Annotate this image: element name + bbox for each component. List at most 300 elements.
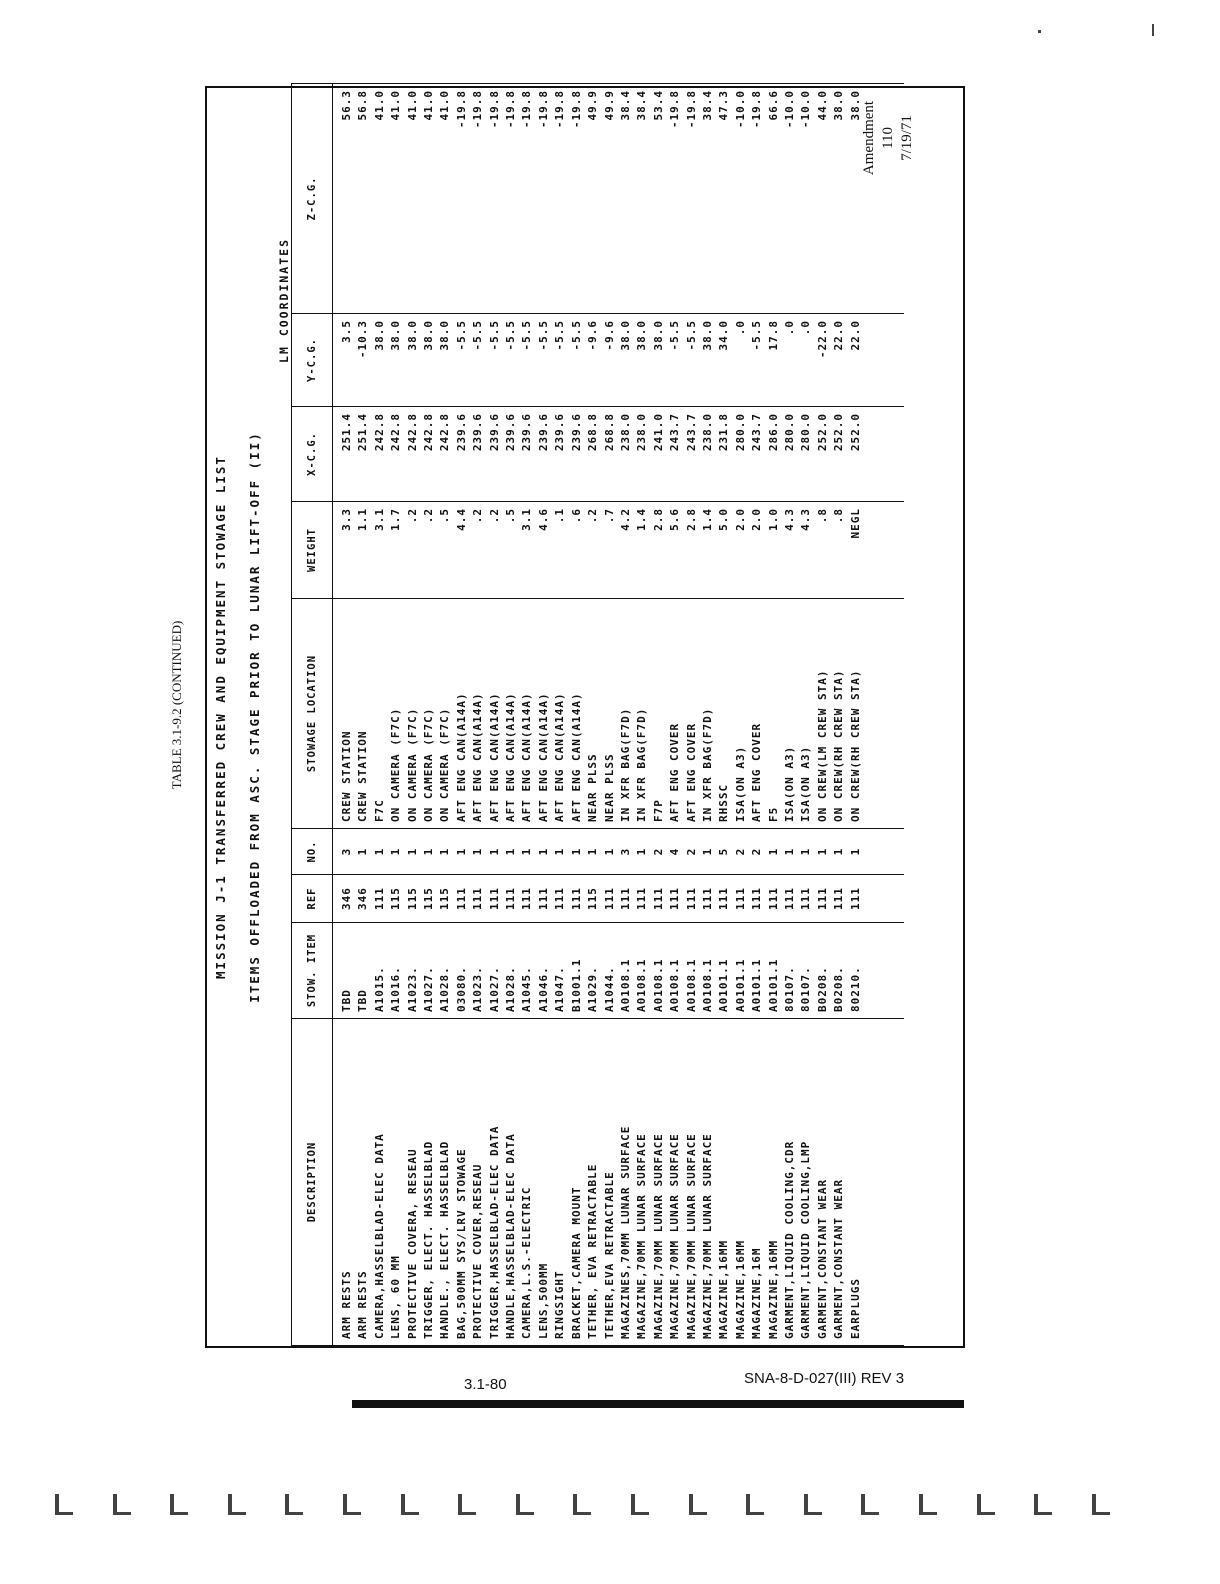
cell-no: 1 bbox=[437, 829, 453, 875]
cell-ref: 111 bbox=[536, 875, 552, 923]
cell-z-cg: 49.9 bbox=[585, 84, 601, 314]
cell-z-cg: 49.9 bbox=[602, 84, 618, 314]
cell-weight: .2 bbox=[421, 502, 437, 599]
cell-stow-item: A1029. bbox=[585, 923, 601, 1019]
filler-cell bbox=[864, 599, 904, 829]
cell-x-cg: 268.8 bbox=[585, 407, 601, 502]
cell-stow-item: A1015. bbox=[372, 923, 388, 1019]
table-row bbox=[651, 84, 667, 1346]
scan-tab-mark bbox=[631, 1494, 649, 1515]
cell-z-cg: -10.0 bbox=[733, 84, 749, 314]
cell-stow-item: A1028. bbox=[503, 923, 519, 1019]
table-row bbox=[831, 84, 847, 1346]
cell-z-cg: -19.8 bbox=[454, 84, 470, 314]
table-row bbox=[602, 84, 618, 1346]
table-row bbox=[766, 84, 782, 1346]
header-z-cg: Z-C.G. bbox=[292, 84, 333, 314]
cell-location: IN XFR BAG(F7D) bbox=[700, 599, 716, 829]
cell-description: GARMENT,CONSTANT WEAR bbox=[831, 1019, 847, 1346]
cell-stow-item: A0108.1 bbox=[667, 923, 683, 1019]
cell-y-cg: -5.5 bbox=[569, 314, 585, 407]
cell-ref: 111 bbox=[815, 875, 831, 923]
cell-no: 1 bbox=[831, 829, 847, 875]
cell-stow-item: A1023. bbox=[405, 923, 421, 1019]
cell-ref: 115 bbox=[405, 875, 421, 923]
table-row bbox=[454, 84, 470, 1346]
cell-stow-item: 80107. bbox=[782, 923, 798, 1019]
cell-y-cg: -5.5 bbox=[503, 314, 519, 407]
cell-ref: 111 bbox=[454, 875, 470, 923]
cell-stow-item: TBD bbox=[333, 923, 356, 1019]
cell-x-cg: 242.8 bbox=[388, 407, 404, 502]
cell-weight: 2.0 bbox=[749, 502, 765, 599]
amendment-date: 7/19/71 bbox=[899, 115, 915, 161]
cell-stow-item: A0101.1 bbox=[749, 923, 765, 1019]
cell-x-cg: 243.7 bbox=[749, 407, 765, 502]
cell-x-cg: 239.6 bbox=[552, 407, 568, 502]
cell-x-cg: 242.8 bbox=[405, 407, 421, 502]
cell-ref: 115 bbox=[585, 875, 601, 923]
cell-y-cg: 38.0 bbox=[372, 314, 388, 407]
cell-weight: 4.3 bbox=[782, 502, 798, 599]
cell-z-cg: 41.0 bbox=[405, 84, 421, 314]
header-no: NO. bbox=[292, 829, 333, 875]
scan-tab-mark bbox=[1092, 1494, 1110, 1515]
cell-z-cg: 38.4 bbox=[700, 84, 716, 314]
cell-location: ISA(ON A3) bbox=[782, 599, 798, 829]
cell-stow-item: A1044. bbox=[602, 923, 618, 1019]
cell-z-cg: 41.0 bbox=[421, 84, 437, 314]
cell-x-cg: 238.0 bbox=[634, 407, 650, 502]
scan-tab-mark bbox=[1034, 1494, 1052, 1515]
cell-z-cg: -19.8 bbox=[503, 84, 519, 314]
cell-weight: .6 bbox=[569, 502, 585, 599]
cell-weight: .8 bbox=[831, 502, 847, 599]
cell-location: AFT ENG CAN(A14A) bbox=[536, 599, 552, 829]
table-filler-row bbox=[864, 84, 904, 1346]
table-row bbox=[749, 84, 765, 1346]
table-caption bbox=[166, 580, 188, 830]
cell-stow-item: A0108.1 bbox=[651, 923, 667, 1019]
cell-z-cg: 53.4 bbox=[651, 84, 667, 314]
cell-ref: 111 bbox=[782, 875, 798, 923]
cell-z-cg: -19.8 bbox=[749, 84, 765, 314]
footer-rule bbox=[352, 1400, 964, 1408]
cell-y-cg: 38.0 bbox=[388, 314, 404, 407]
cell-weight: .2 bbox=[585, 502, 601, 599]
cell-z-cg: -19.8 bbox=[552, 84, 568, 314]
cell-location: NEAR PLSS bbox=[585, 599, 601, 829]
cell-weight: 3.3 bbox=[333, 502, 356, 599]
cell-y-cg: -5.5 bbox=[487, 314, 503, 407]
cell-weight: .2 bbox=[405, 502, 421, 599]
cell-weight: 4.6 bbox=[536, 502, 552, 599]
scan-mark-tick bbox=[1038, 30, 1041, 33]
cell-y-cg: 22.0 bbox=[831, 314, 847, 407]
cell-x-cg: 239.6 bbox=[454, 407, 470, 502]
cell-no: 1 bbox=[569, 829, 585, 875]
cell-description: LENS, 60 MM bbox=[388, 1019, 404, 1346]
cell-x-cg: 286.0 bbox=[766, 407, 782, 502]
cell-location: ISA(ON A3) bbox=[733, 599, 749, 829]
cell-ref: 111 bbox=[684, 875, 700, 923]
scan-tab-mark bbox=[285, 1494, 303, 1515]
table-row bbox=[585, 84, 601, 1346]
cell-no: 1 bbox=[536, 829, 552, 875]
cell-ref: 111 bbox=[552, 875, 568, 923]
filler-cell bbox=[864, 407, 904, 502]
scan-tab-mark bbox=[458, 1494, 476, 1515]
cell-description: TETHER,EVA RETRACTABLE bbox=[602, 1019, 618, 1346]
cell-weight: .7 bbox=[602, 502, 618, 599]
cell-stow-item: A1045. bbox=[519, 923, 535, 1019]
cell-ref: 111 bbox=[848, 875, 864, 923]
cell-x-cg: 252.0 bbox=[831, 407, 847, 502]
cell-no: 3 bbox=[333, 829, 356, 875]
cell-description: ARM RESTS bbox=[355, 1019, 371, 1346]
cell-y-cg: -5.5 bbox=[519, 314, 535, 407]
cell-ref: 111 bbox=[798, 875, 814, 923]
filler-cell bbox=[864, 829, 904, 875]
cell-location: ISA(ON A3) bbox=[798, 599, 814, 829]
cell-weight: 1.0 bbox=[766, 502, 782, 599]
cell-stow-item: A0101.1 bbox=[716, 923, 732, 1019]
cell-y-cg: 17.8 bbox=[766, 314, 782, 407]
table-header-block bbox=[207, 88, 291, 1346]
scan-tab-mark bbox=[228, 1494, 246, 1515]
cell-no: 1 bbox=[782, 829, 798, 875]
cell-location: IN XFR BAG(F7D) bbox=[618, 599, 634, 829]
cell-description: PROTECTIVE COVERA, RESEAU bbox=[405, 1019, 421, 1346]
table-header-row bbox=[292, 84, 333, 1346]
cell-location: AFT ENG CAN(A14A) bbox=[487, 599, 503, 829]
cell-no: 1 bbox=[798, 829, 814, 875]
cell-y-cg: -5.5 bbox=[749, 314, 765, 407]
cell-ref: 111 bbox=[470, 875, 486, 923]
cell-ref: 346 bbox=[355, 875, 371, 923]
cell-y-cg: -5.5 bbox=[667, 314, 683, 407]
cell-description: MAGAZINE,16M bbox=[749, 1019, 765, 1346]
cell-x-cg: 280.0 bbox=[798, 407, 814, 502]
cell-ref: 111 bbox=[618, 875, 634, 923]
cell-y-cg: -9.6 bbox=[602, 314, 618, 407]
table-row bbox=[815, 84, 831, 1346]
cell-description: MAGAZINE,16MM bbox=[766, 1019, 782, 1346]
cell-y-cg: -5.5 bbox=[470, 314, 486, 407]
cell-no: 1 bbox=[388, 829, 404, 875]
cell-stow-item: A1023. bbox=[470, 923, 486, 1019]
scan-tab-mark bbox=[573, 1494, 591, 1515]
cell-location: F7C bbox=[372, 599, 388, 829]
cell-location: RHSSC bbox=[716, 599, 732, 829]
cell-x-cg: 238.0 bbox=[700, 407, 716, 502]
cell-location: ON CAMERA (F7C) bbox=[405, 599, 421, 829]
cell-weight: 2.8 bbox=[651, 502, 667, 599]
scan-mark-top bbox=[1152, 24, 1154, 36]
table-subtitle: ITEMS OFFLOADED FROM ASC. STAGE PRIOR TO LUNAR LIFT-OFF (II) bbox=[247, 431, 262, 1003]
cell-no: 1 bbox=[405, 829, 421, 875]
cell-ref: 111 bbox=[634, 875, 650, 923]
cell-no: 2 bbox=[651, 829, 667, 875]
table-row bbox=[333, 84, 356, 1346]
filler-cell bbox=[864, 84, 904, 314]
table-row bbox=[700, 84, 716, 1346]
cell-x-cg: 239.6 bbox=[569, 407, 585, 502]
scan-tab-mark bbox=[170, 1494, 188, 1515]
cell-location: NEAR PLSS bbox=[602, 599, 618, 829]
cell-z-cg: -19.8 bbox=[487, 84, 503, 314]
scan-tab-mark bbox=[343, 1494, 361, 1515]
table-caption-text: TABLE 3.1-9.2 (CONTINUED) bbox=[169, 620, 184, 790]
cell-location: ON CREW(RH CREW STA) bbox=[848, 599, 864, 829]
cell-y-cg: .0 bbox=[733, 314, 749, 407]
cell-weight: 4.2 bbox=[618, 502, 634, 599]
cell-description: GARMENT,CONSTANT WEAR bbox=[815, 1019, 831, 1346]
table-row bbox=[782, 84, 798, 1346]
cell-ref: 111 bbox=[667, 875, 683, 923]
cell-description: TRIGGER, ELECT. HASSELBLAD bbox=[421, 1019, 437, 1346]
table-row bbox=[634, 84, 650, 1346]
cell-weight: 1.4 bbox=[634, 502, 650, 599]
cell-location: ON CAMERA (F7C) bbox=[437, 599, 453, 829]
cell-description: GARMENT,LIQUID COOLING,LMP bbox=[798, 1019, 814, 1346]
cell-stow-item: A1028. bbox=[437, 923, 453, 1019]
cell-ref: 115 bbox=[437, 875, 453, 923]
cell-stow-item: B0208. bbox=[831, 923, 847, 1019]
cell-stow-item: 80107. bbox=[798, 923, 814, 1019]
filler-cell bbox=[864, 502, 904, 599]
cell-weight: .2 bbox=[487, 502, 503, 599]
cell-ref: 115 bbox=[388, 875, 404, 923]
cell-y-cg: 3.5 bbox=[333, 314, 356, 407]
header-stow-item: STOW. ITEM bbox=[292, 923, 333, 1019]
cell-ref: 111 bbox=[766, 875, 782, 923]
cell-no: 1 bbox=[487, 829, 503, 875]
cell-x-cg: 239.6 bbox=[536, 407, 552, 502]
scan-tab-mark bbox=[746, 1494, 764, 1515]
cell-z-cg: -19.8 bbox=[470, 84, 486, 314]
cell-z-cg: 66.6 bbox=[766, 84, 782, 314]
cell-no: 1 bbox=[503, 829, 519, 875]
cell-ref: 111 bbox=[716, 875, 732, 923]
scan-tab-mark bbox=[919, 1494, 937, 1515]
table-row bbox=[519, 84, 535, 1346]
cell-x-cg: 239.6 bbox=[503, 407, 519, 502]
cell-ref: 111 bbox=[831, 875, 847, 923]
table-row bbox=[437, 84, 453, 1346]
cell-x-cg: 251.4 bbox=[333, 407, 356, 502]
header-ref: REF bbox=[292, 875, 333, 923]
cell-no: 1 bbox=[421, 829, 437, 875]
cell-weight: 5.0 bbox=[716, 502, 732, 599]
scan-tab-mark bbox=[516, 1494, 534, 1515]
document-id: SNA-8-D-027(III) REV 3 bbox=[744, 1370, 905, 1387]
cell-z-cg: 41.0 bbox=[388, 84, 404, 314]
cell-y-cg: 38.0 bbox=[700, 314, 716, 407]
cell-location: AFT ENG COVER bbox=[684, 599, 700, 829]
cell-y-cg: -10.3 bbox=[355, 314, 371, 407]
table-row bbox=[667, 84, 683, 1346]
cell-description: BAG,500MM SYS/LRV STOWAGE bbox=[454, 1019, 470, 1346]
cell-z-cg: 38.4 bbox=[634, 84, 650, 314]
cell-y-cg: -5.5 bbox=[684, 314, 700, 407]
cell-y-cg: 38.0 bbox=[618, 314, 634, 407]
cell-no: 1 bbox=[815, 829, 831, 875]
cell-stow-item: A0101.1 bbox=[733, 923, 749, 1019]
cell-stow-item: B0208. bbox=[815, 923, 831, 1019]
cell-x-cg: 239.6 bbox=[470, 407, 486, 502]
cell-stow-item: B1001.1 bbox=[569, 923, 585, 1019]
cell-description: MAGAZINE,70MM LUNAR SURFACE bbox=[651, 1019, 667, 1346]
header-weight: WEIGHT bbox=[292, 502, 333, 599]
cell-weight: 4.3 bbox=[798, 502, 814, 599]
table-row bbox=[372, 84, 388, 1346]
cell-z-cg: -10.0 bbox=[782, 84, 798, 314]
cell-description: HANDLE., ELECT. HASSELBLAD bbox=[437, 1019, 453, 1346]
table-row bbox=[684, 84, 700, 1346]
cell-ref: 111 bbox=[503, 875, 519, 923]
cell-stow-item: TBD bbox=[355, 923, 371, 1019]
table-row bbox=[733, 84, 749, 1346]
cell-location: AFT ENG COVER bbox=[667, 599, 683, 829]
cell-no: 4 bbox=[667, 829, 683, 875]
table-row bbox=[421, 84, 437, 1346]
cell-x-cg: 239.6 bbox=[519, 407, 535, 502]
cell-no: 2 bbox=[684, 829, 700, 875]
cell-description: EARPLUGS bbox=[848, 1019, 864, 1346]
cell-no: 1 bbox=[634, 829, 650, 875]
scan-tab-mark bbox=[113, 1494, 131, 1515]
cell-y-cg: .0 bbox=[782, 314, 798, 407]
cell-z-cg: 41.0 bbox=[372, 84, 388, 314]
cell-z-cg: -19.8 bbox=[667, 84, 683, 314]
cell-ref: 111 bbox=[749, 875, 765, 923]
filler-cell bbox=[864, 923, 904, 1019]
cell-ref: 111 bbox=[519, 875, 535, 923]
cell-z-cg: -19.8 bbox=[684, 84, 700, 314]
stowage-table-frame bbox=[205, 86, 965, 1348]
cell-z-cg: 41.0 bbox=[437, 84, 453, 314]
cell-location: ON CREW(RH CREW STA) bbox=[831, 599, 847, 829]
cell-description: MAGAZINE,70MM LUNAR SURFACE bbox=[634, 1019, 650, 1346]
table-row bbox=[536, 84, 552, 1346]
cell-weight: .2 bbox=[470, 502, 486, 599]
cell-no: 2 bbox=[749, 829, 765, 875]
cell-y-cg: -22.0 bbox=[815, 314, 831, 407]
cell-z-cg: -19.8 bbox=[519, 84, 535, 314]
cell-z-cg: 47.3 bbox=[716, 84, 732, 314]
cell-weight: 1.7 bbox=[388, 502, 404, 599]
table-title: MISSION J-1 TRANSFERRED CREW AND EQUIPMENT STOWAGE LIST bbox=[213, 455, 228, 979]
cell-stow-item: A0108.1 bbox=[634, 923, 650, 1019]
table-row bbox=[552, 84, 568, 1346]
cell-no: 1 bbox=[602, 829, 618, 875]
header-x-cg: X-C.G. bbox=[292, 407, 333, 502]
cell-z-cg: 38.0 bbox=[848, 84, 864, 314]
cell-description: TETHER, EVA RETRACTABLE bbox=[585, 1019, 601, 1346]
cell-x-cg: 242.8 bbox=[437, 407, 453, 502]
cell-z-cg: 56.8 bbox=[355, 84, 371, 314]
cell-weight: .5 bbox=[503, 502, 519, 599]
cell-x-cg: 251.4 bbox=[355, 407, 371, 502]
scan-tab-mark bbox=[689, 1494, 707, 1515]
table-row bbox=[405, 84, 421, 1346]
cell-no: 1 bbox=[470, 829, 486, 875]
cell-location: AFT ENG CAN(A14A) bbox=[519, 599, 535, 829]
table-row bbox=[618, 84, 634, 1346]
cell-description: BRACKET,CAMERA MOUNT bbox=[569, 1019, 585, 1346]
cell-y-cg: .0 bbox=[798, 314, 814, 407]
cell-location: IN XFR BAG(F7D) bbox=[634, 599, 650, 829]
table-row bbox=[487, 84, 503, 1346]
cell-location: AFT ENG CAN(A14A) bbox=[569, 599, 585, 829]
cell-ref: 111 bbox=[569, 875, 585, 923]
scan-tab-mark bbox=[55, 1494, 73, 1515]
cell-stow-item: 03080. bbox=[454, 923, 470, 1019]
cell-x-cg: 231.8 bbox=[716, 407, 732, 502]
table-row bbox=[388, 84, 404, 1346]
cell-location: F5 bbox=[766, 599, 782, 829]
cell-y-cg: -5.5 bbox=[454, 314, 470, 407]
cell-weight: 1.4 bbox=[700, 502, 716, 599]
cell-weight: 1.1 bbox=[355, 502, 371, 599]
cell-description: MAGAZINE,16MM bbox=[716, 1019, 732, 1346]
cell-description: MAGAZINE,70MM LUNAR SURFACE bbox=[684, 1019, 700, 1346]
cell-description: MAGAZINE,70MM LUNAR SURFACE bbox=[667, 1019, 683, 1346]
cell-description: HANDLE,HASSELBLAD-ELEC DATA bbox=[503, 1019, 519, 1346]
cell-description: LENS,500MM bbox=[536, 1019, 552, 1346]
cell-no: 1 bbox=[552, 829, 568, 875]
table-row bbox=[798, 84, 814, 1346]
cell-weight: 3.1 bbox=[372, 502, 388, 599]
cell-x-cg: 242.8 bbox=[372, 407, 388, 502]
cell-ref: 346 bbox=[333, 875, 356, 923]
amendment-number: Amendment 110 bbox=[861, 100, 896, 176]
cell-weight: NEGL bbox=[848, 502, 864, 599]
cell-ref: 111 bbox=[372, 875, 388, 923]
table-row bbox=[569, 84, 585, 1346]
cell-y-cg: 38.0 bbox=[634, 314, 650, 407]
cell-no: 1 bbox=[519, 829, 535, 875]
cell-stow-item: A0101.1 bbox=[766, 923, 782, 1019]
cell-no: 1 bbox=[454, 829, 470, 875]
cell-location: AFT ENG CAN(A14A) bbox=[470, 599, 486, 829]
cell-no: 1 bbox=[848, 829, 864, 875]
cell-weight: .5 bbox=[437, 502, 453, 599]
stowage-table bbox=[291, 83, 904, 1346]
stowage-table-container bbox=[205, 86, 965, 1348]
cell-no: 2 bbox=[733, 829, 749, 875]
cell-description: PROTECTIVE COVER,RESEAU bbox=[470, 1019, 486, 1346]
cell-no: 5 bbox=[716, 829, 732, 875]
cell-description: MAGAZINES,70MM LUNAR SURFACE bbox=[618, 1019, 634, 1346]
cell-description: MAGAZINE,16MM bbox=[733, 1019, 749, 1346]
cell-no: 1 bbox=[766, 829, 782, 875]
cell-weight: .8 bbox=[815, 502, 831, 599]
cell-y-cg: -5.5 bbox=[552, 314, 568, 407]
cell-y-cg: -9.6 bbox=[585, 314, 601, 407]
lm-coordinates-label: LM COORDINATES bbox=[277, 238, 291, 363]
scan-tab-mark bbox=[401, 1494, 419, 1515]
cell-stow-item: A1027. bbox=[487, 923, 503, 1019]
cell-stow-item: A1047. bbox=[552, 923, 568, 1019]
cell-z-cg: 38.0 bbox=[831, 84, 847, 314]
cell-ref: 115 bbox=[421, 875, 437, 923]
table-body bbox=[333, 84, 905, 1346]
cell-location: ON CAMERA (F7C) bbox=[421, 599, 437, 829]
cell-weight: 3.1 bbox=[519, 502, 535, 599]
cell-location: ON CREW(LM CREW STA) bbox=[815, 599, 831, 829]
